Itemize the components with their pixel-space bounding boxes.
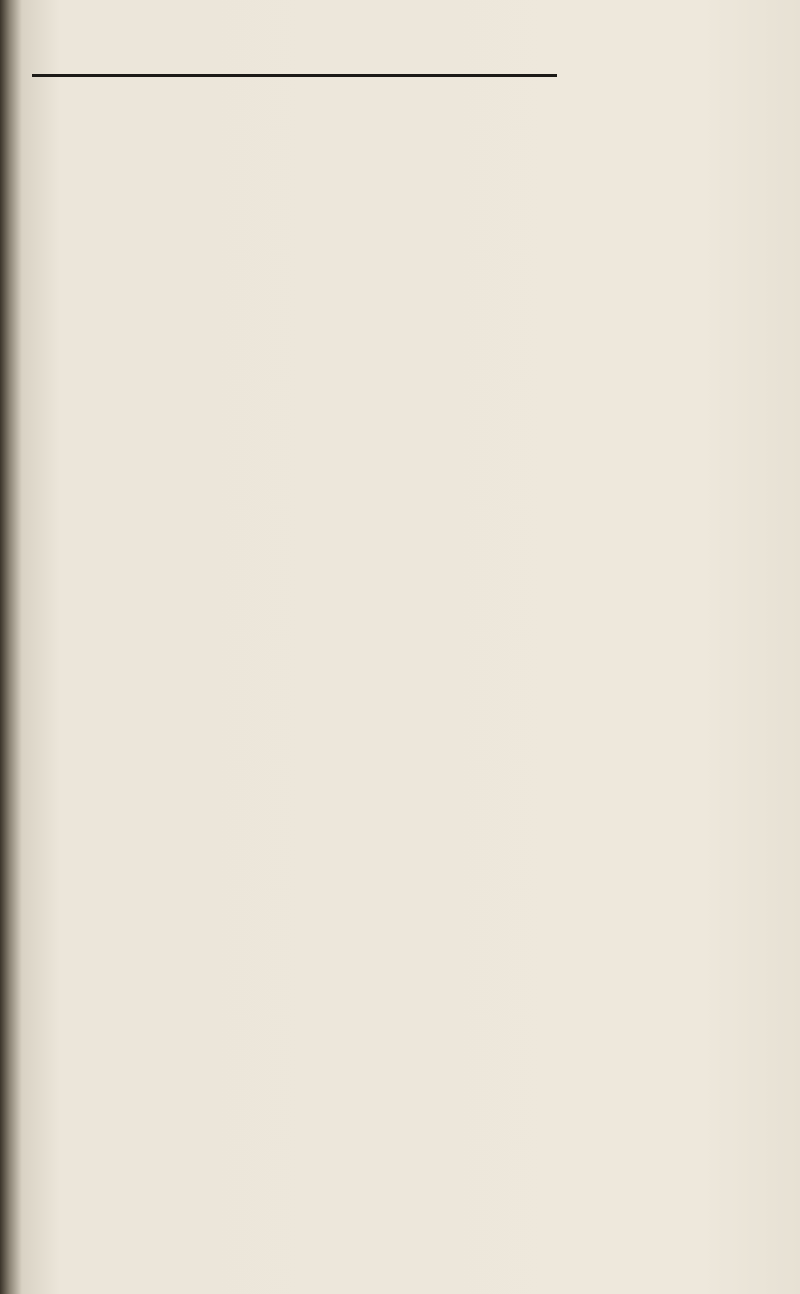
page-footer — [30, 102, 565, 146]
header-rule — [32, 74, 557, 77]
main-text-column — [30, 80, 565, 146]
